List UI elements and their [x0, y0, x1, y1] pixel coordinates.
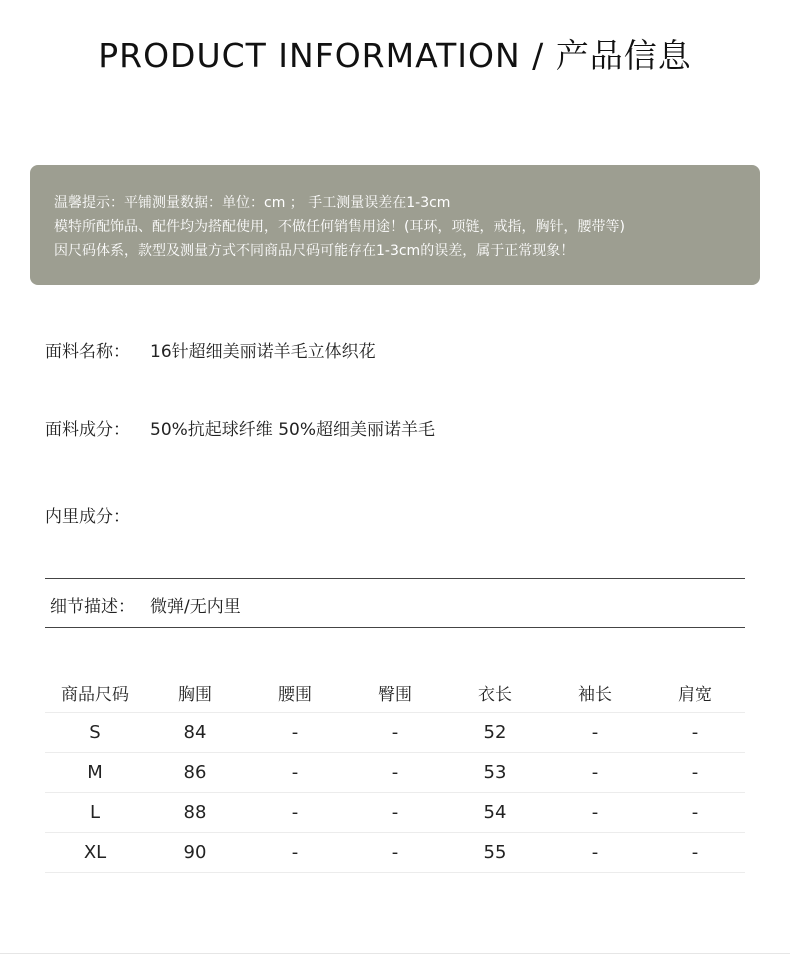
notice-box: [30, 165, 760, 285]
table-cell: L: [45, 793, 145, 833]
spec-fabric-name-value: 16针超细美丽诺羊毛立体织花: [150, 342, 376, 362]
table-cell: -: [645, 753, 745, 793]
table-cell: -: [545, 713, 645, 753]
notice-line-3: 因尺码体系，款型及测量方式不同商品尺码可能存在1-3cm的误差，属于正常现象！: [54, 243, 575, 259]
table-row: [45, 793, 745, 833]
spec-lining-label: 内里成分：: [45, 507, 130, 527]
header-sleeve: 袖长: [545, 673, 645, 713]
table-cell: XL: [45, 833, 145, 873]
table-row: [45, 753, 745, 793]
page-bottom-border: [0, 953, 790, 954]
divider-top: [45, 578, 745, 579]
divider-bottom: [45, 627, 745, 628]
table-cell: -: [345, 793, 445, 833]
table-cell: 84: [145, 713, 245, 753]
page-title: PRODUCT INFORMATION / 产品信息: [98, 36, 692, 75]
table-cell: 52: [445, 713, 545, 753]
header-waist: 腰围: [245, 673, 345, 713]
table-cell: -: [545, 793, 645, 833]
spec-fabric-composition: [45, 415, 435, 440]
header-hip: 臀围: [345, 673, 445, 713]
spec-fabric-name-label: 面料名称：: [45, 342, 130, 362]
detail-label: 细节描述：: [50, 597, 135, 617]
spec-lining: [45, 502, 150, 527]
table-cell: 55: [445, 833, 545, 873]
size-table: [45, 673, 745, 873]
spec-fabric-name: [45, 337, 376, 362]
header-size: 商品尺码: [45, 673, 145, 713]
table-row: [45, 713, 745, 753]
table-cell: 53: [445, 753, 545, 793]
header-shoulder: 肩宽: [645, 673, 745, 713]
table-cell: -: [245, 833, 345, 873]
table-row: [45, 833, 745, 873]
table-cell: -: [245, 753, 345, 793]
table-cell: 90: [145, 833, 245, 873]
table-cell: M: [45, 753, 145, 793]
notice-line-1: 温馨提示：平铺测量数据：单位：cm ； 手工测量误差在1-3cm: [54, 195, 451, 211]
table-cell: -: [245, 713, 345, 753]
table-cell: -: [545, 833, 645, 873]
table-cell: -: [345, 753, 445, 793]
header-length: 衣长: [445, 673, 545, 713]
notice-line-2: 模特所配饰品、配件均为搭配使用，不做任何销售用途！(耳环，项链，戒指，胸针，腰带等): [54, 219, 625, 235]
table-cell: 88: [145, 793, 245, 833]
table-cell: -: [645, 793, 745, 833]
table-cell: -: [645, 833, 745, 873]
detail-value: 微弹/无内里: [150, 597, 241, 617]
table-cell: -: [345, 833, 445, 873]
table-cell: -: [645, 713, 745, 753]
table-cell: -: [545, 753, 645, 793]
table-cell: -: [345, 713, 445, 753]
spec-fabric-composition-value: 50%抗起球纤维 50%超细美丽诺羊毛: [150, 420, 435, 440]
table-cell: 54: [445, 793, 545, 833]
table-cell: 86: [145, 753, 245, 793]
table-cell: S: [45, 713, 145, 753]
spec-fabric-composition-label: 面料成分：: [45, 420, 130, 440]
detail-description: [50, 592, 241, 617]
table-cell: -: [245, 793, 345, 833]
header-chest: 胸围: [145, 673, 245, 713]
size-table-header: [45, 673, 745, 713]
